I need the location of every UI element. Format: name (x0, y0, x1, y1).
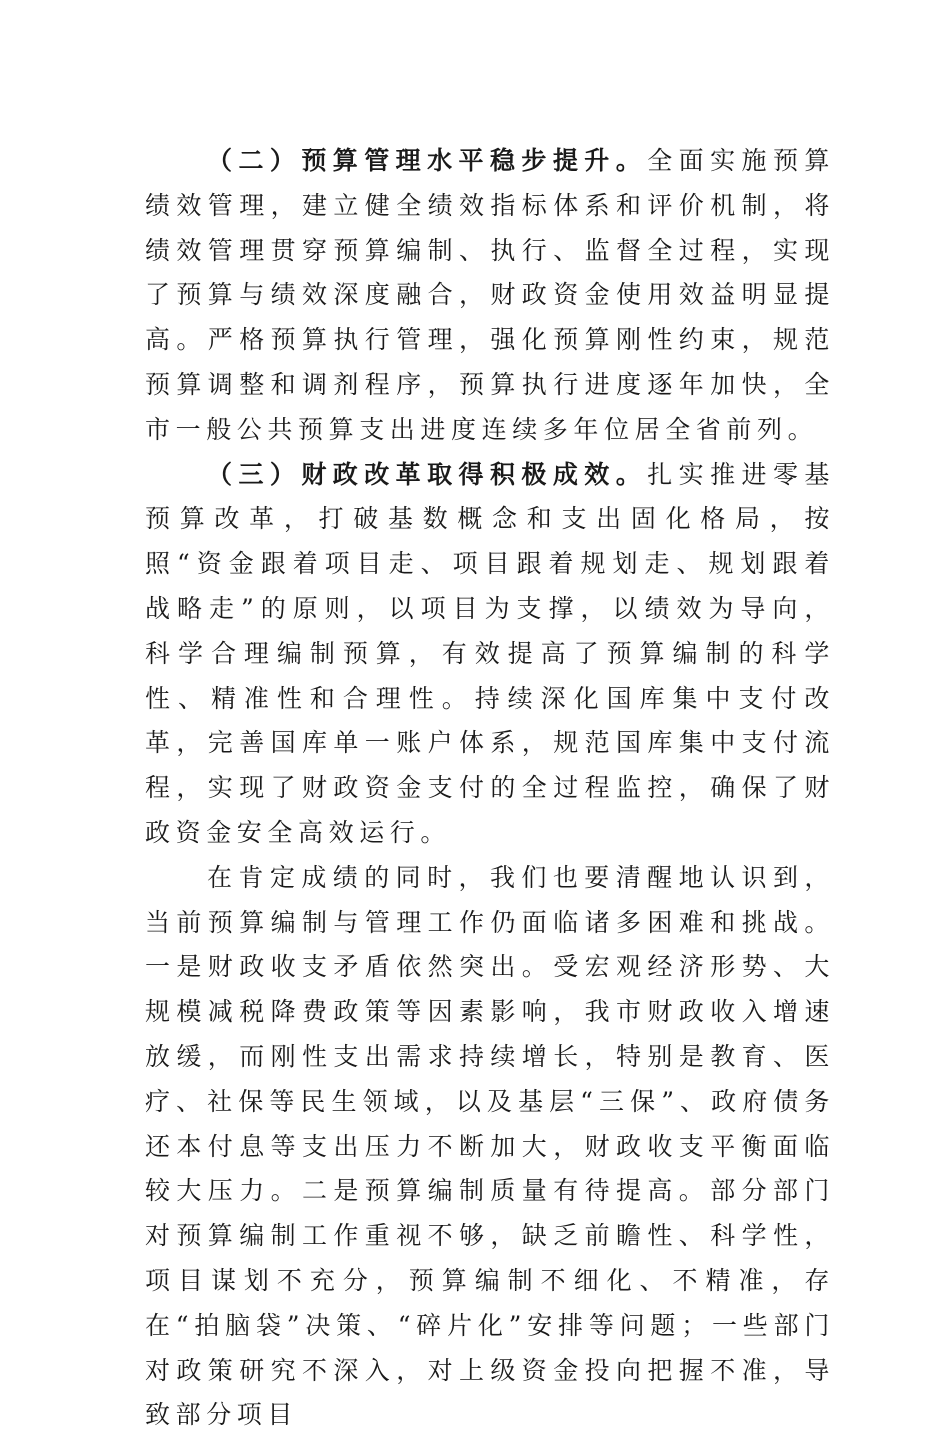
paragraph-text: 扎实推进零基预算改革，打破基数概念和支出固化格局，按照“资金跟着项目走、项目跟着规划走、规划跟着战略走”的原则，以项目为支撑，以绩效为导向，科学合理编制预算，有效提高了预算编制的科学性、精准性和合理性。持续深化国库集中支付改革，完善国库单一账户体系，规范国库集中支付流程，实现了财政资金支付的全过程监控，确保了财政资金安全高效运行。 (145, 459, 835, 847)
paragraph-text: 全面实施预算绩效管理，建立健全绩效指标体系和评价机制，将绩效管理贯穿预算编制、执行、监督全过程，实现了预算与绩效深度融合，财政资金使用效益明显提高。严格预算执行管理，强化预算刚性约束，规范预算调整和调剂程序，预算执行进度逐年加快，全市一般公共预算支出进度连续多年位居全省前列。 (145, 146, 835, 444)
paragraph-fiscal-reform (145, 453, 835, 856)
paragraph-budget-management (145, 139, 835, 453)
paragraph-text: 在肯定成绩的同时，我们也要清醒地认识到，当前预算编制与管理工作仍面临诸多困难和挑战。一是财政收支矛盾依然突出。受宏观经济形势、大规模减税降费政策等因素影响，我市财政收入增速放缓，而刚性支出需求持续增长，特别是教育、医疗、社保等民生领域，以及基层“三保”、政府债务还本付息等支出压力不断加大，财政收支平衡面临较大压力。二是预算编制质量有待提高。部分部门对预算编制工作重视不够，缺乏前瞻性、科学性，项目谋划不充分，预算编制不细化、不精准，存在“拍脑袋”决策、“碎片化”安排等问题；一些部门对政策研究不深入，对上级资金投向把握不准，导致部分项目 (145, 862, 835, 1430)
paragraph-challenges (145, 856, 835, 1438)
section-heading-3: （三）财政改革取得积极成效。 (207, 459, 648, 489)
section-heading-2: （二）预算管理水平稳步提升。 (207, 146, 648, 175)
document-page (145, 139, 835, 1438)
